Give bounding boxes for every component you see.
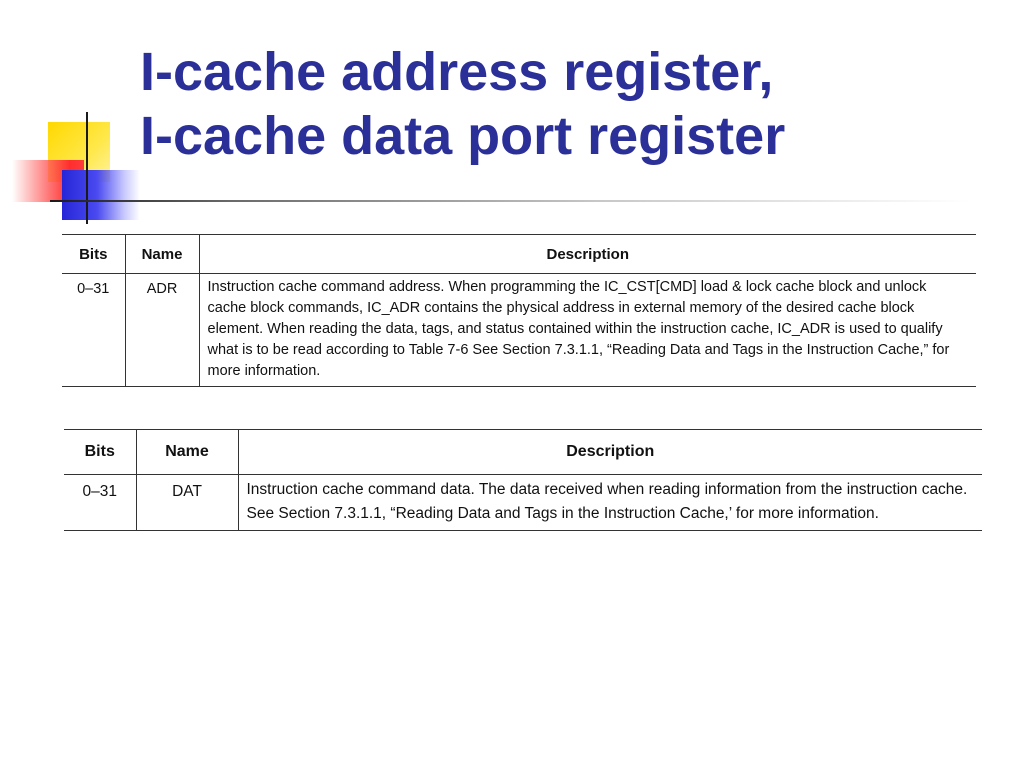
table-row bbox=[62, 274, 976, 387]
ic-dat-register-table bbox=[64, 429, 982, 531]
decorative-vertical-line bbox=[86, 112, 88, 224]
header-bits: Bits bbox=[62, 235, 125, 274]
cell-name: DAT bbox=[136, 475, 238, 531]
ic-adr-register-table bbox=[62, 234, 976, 387]
header-description: Description bbox=[199, 235, 976, 274]
header-description: Description bbox=[238, 430, 982, 475]
title-underline-rule bbox=[50, 200, 970, 202]
table-header-row bbox=[64, 430, 982, 475]
cell-name: ADR bbox=[125, 274, 199, 387]
title-line-2: I-cache data port register bbox=[140, 106, 786, 166]
header-bits: Bits bbox=[64, 430, 136, 475]
header-name: Name bbox=[136, 430, 238, 475]
cell-description: Instruction cache command data. The data received when reading information from the instruction cache. See Section 7.3.1.1, “Reading Data and Tags in the Instruction Cache,’ for more information. bbox=[238, 475, 982, 531]
header-name: Name bbox=[125, 235, 199, 274]
slide-title bbox=[140, 40, 785, 168]
decorative-blue-square bbox=[62, 170, 140, 220]
cell-bits: 0–31 bbox=[64, 475, 136, 531]
cell-bits: 0–31 bbox=[62, 274, 125, 387]
table-row bbox=[64, 475, 982, 531]
title-line-1: I-cache address register, bbox=[140, 42, 774, 102]
table-header-row bbox=[62, 235, 976, 274]
cell-description: Instruction cache command address. When programming the IC_CST[CMD] load & lock cache block and unlock cache block commands, IC_ADR contains the physical address in external memory of the desired cache block element. When reading the data, tags, and status contained within the instruction cache, IC_ADR is used to qualify what is to be read according to Table 7-6 See Section 7.3.1.1, “Reading Data and Tags in the Instruction Cache,” for more information. bbox=[199, 274, 976, 387]
